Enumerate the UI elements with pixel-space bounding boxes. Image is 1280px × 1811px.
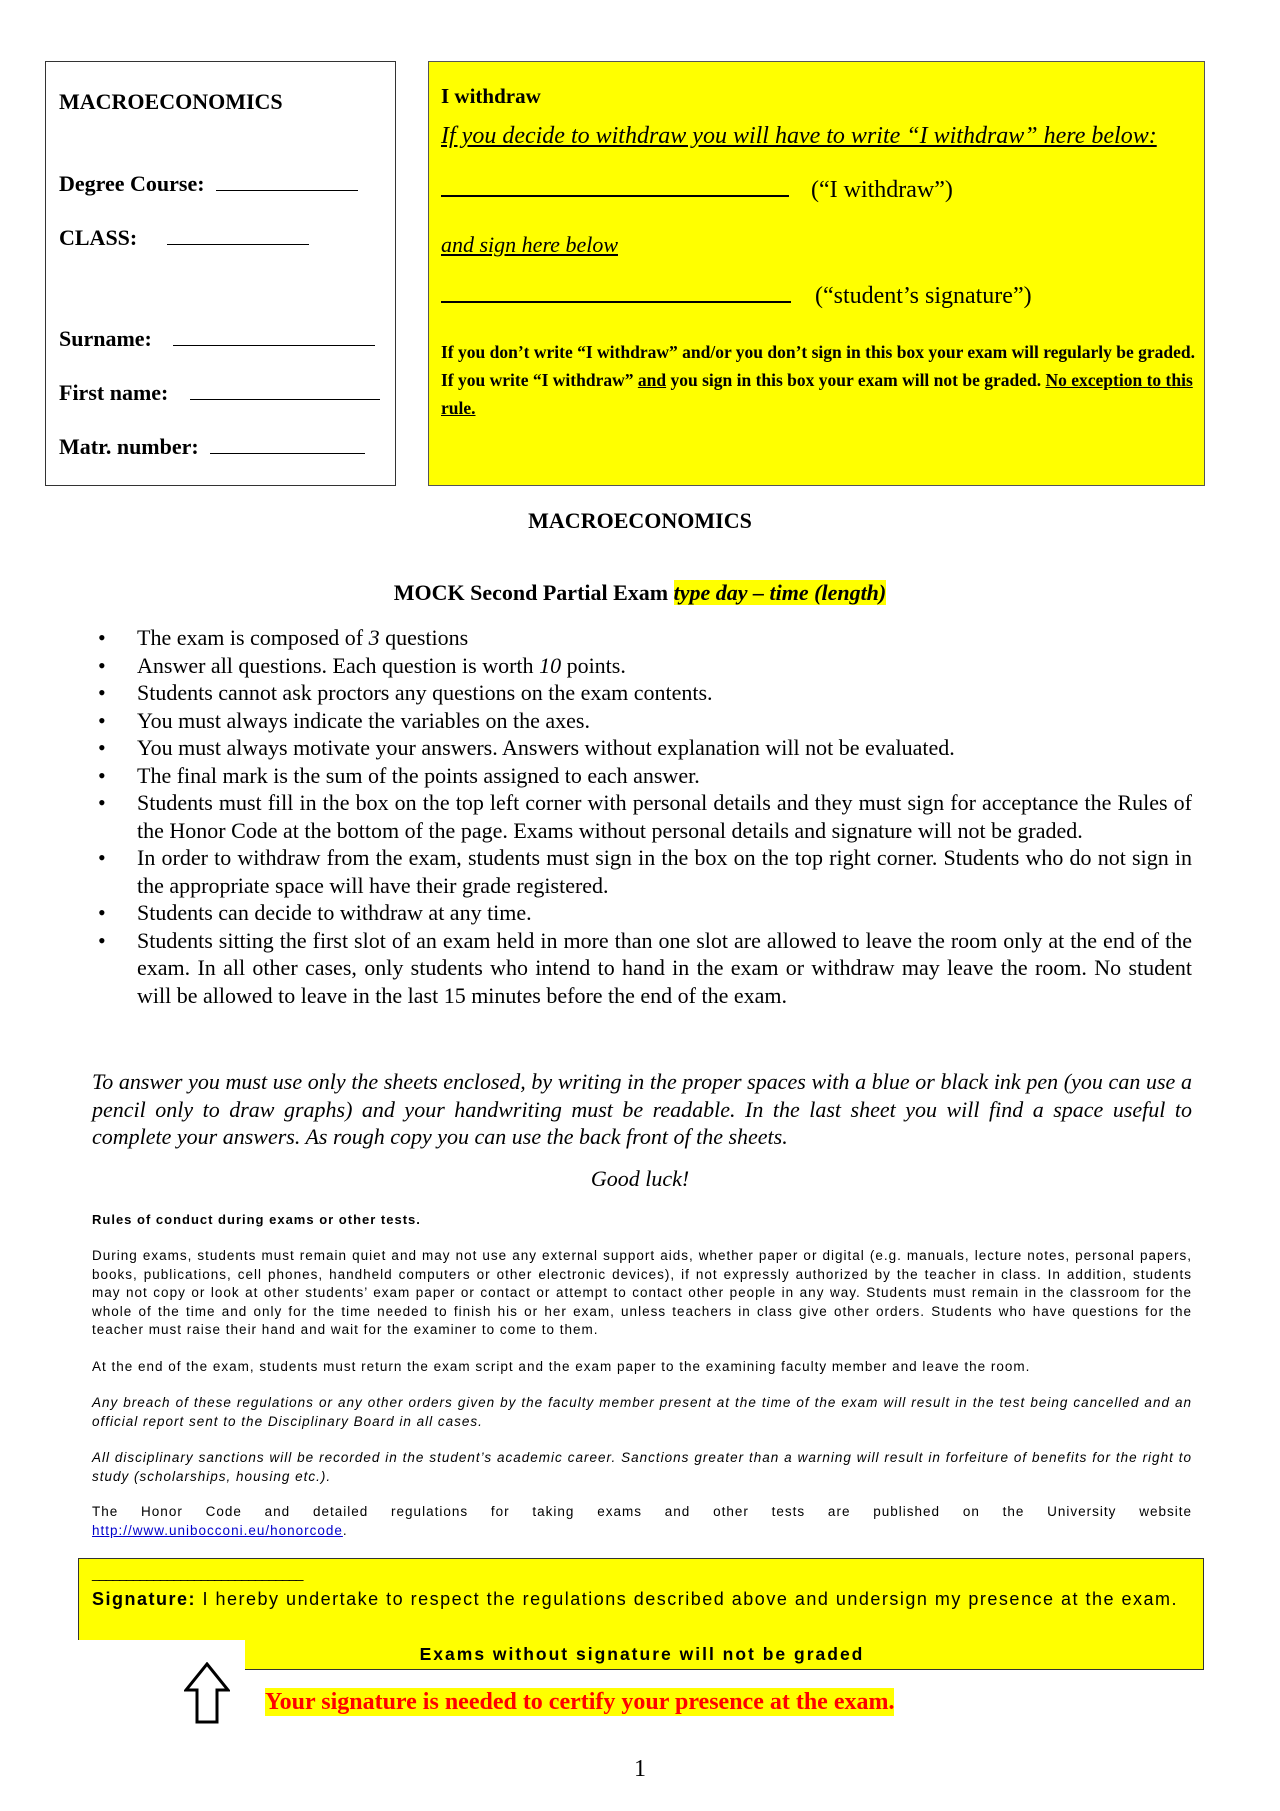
withdraw-box xyxy=(428,61,1205,486)
withdraw-note-not-graded: If you write “I withdraw” and you sign in this box your exam will not be graded. No exception to this rule. xyxy=(441,370,1193,418)
withdraw-note-graded: If you don’t write “I withdraw” and/or you don’t sign in this box your exam will regularly be graded. xyxy=(441,342,1196,362)
personal-details-box xyxy=(45,61,396,486)
sign-prompt: and sign here below xyxy=(441,232,618,257)
signature-line: _______________________________ xyxy=(92,1565,303,1581)
answer-instructions: To answer you must use only the sheets enclosed, by writing in the proper spaces with a blue or black ink pen (you can use a pencil only to draw graphs) and your handwriting must be readable. In the last sheet you will find a space useful to complete your answers. As rough copy you can use the back front of the sheets. xyxy=(92,1069,1192,1149)
course-name: MACROECONOMICS xyxy=(59,89,283,114)
withdraw-notes xyxy=(441,338,1201,422)
conduct-paragraph-4: All disciplinary sanctions will be recorded in the student’s academic career. Sanctions greater than a warning will result in forfeiture of benefits for the right to study (scholarships, housing etc.). xyxy=(92,1450,1192,1484)
list-item: • Students sitting the first slot of an exam held in more than one slot are allowed to leave the room only at the end of the exam. In all other cases, only students who intend to hand in the exam or withdraw may leave the room. No student will be allowed to leave in the last 15 minutes before the end of the exam. xyxy=(92,927,1192,1010)
surname-field[interactable]: Surname: xyxy=(59,326,375,352)
list-item: • Students must fill in the box on the top left corner with personal details and they must sign for acceptance the Rules of the Honor Code at the bottom of the page. Exams without personal details and signature will not be graded. xyxy=(92,789,1192,844)
list-item: • In order to withdraw from the exam, students must sign in the box on the top right corner. Students who do not sign in the appropriate space will have their grade registered. xyxy=(92,844,1192,899)
first-name-field[interactable]: First name: xyxy=(59,380,380,406)
conduct-paragraph-3: Any breach of these regulations or any other orders given by the faculty member present at the time of the exam will result in the test being cancelled and an official report sent to the Disciplinary Board in all cases. xyxy=(92,1395,1192,1429)
up-arrow-icon xyxy=(184,1662,230,1724)
list-item: • You must always indicate the variables on the axes. xyxy=(92,707,1192,735)
matr-number-field[interactable]: Matr. number: xyxy=(59,434,365,460)
good-luck: Good luck! xyxy=(590,1166,690,1191)
degree-course-field[interactable]: Degree Course: xyxy=(59,171,358,197)
exam-date-placeholder: type day – time (length) xyxy=(673,580,887,605)
page-number: 1 xyxy=(634,1756,646,1782)
list-item: • Answer all questions. Each question is worth 10 points. xyxy=(92,652,1192,680)
no-signature-warning: Exams without signature will not be graded xyxy=(419,1644,865,1664)
list-item: • The exam is composed of 3 questions xyxy=(92,624,1192,652)
class-field[interactable]: CLASS: xyxy=(59,225,309,251)
list-item: • The final mark is the sum of the points assigned to each answer. xyxy=(92,762,1192,790)
presence-note: Your signature is needed to certify your presence at the exam. xyxy=(265,1689,895,1715)
withdraw-signature-field[interactable]: (“student’s signature”) xyxy=(441,281,1032,310)
conduct-paragraph-1: During exams, students must remain quiet and may not use any external support aids, whether paper or digital (e.g. manuals, lecture notes, personal papers, books, publications, cell phones, handheld computers or other electronic devices), if not expressly authorized by the teacher in class. In addition, students may not copy or look at other students’ exam paper or contact or attempt to contact other people in any way. Students must remain in the classroom for the whole of the time and only for the time needed to finish his or her exam, unless teachers in class give other orders. Students who have questions for the teacher must raise their hand and wait for the examiner to come to them. xyxy=(92,1248,1192,1337)
list-item: • Students can decide to withdraw at any time. xyxy=(92,899,1192,927)
withdraw-write-field[interactable]: (“I withdraw”) xyxy=(441,175,953,204)
conduct-paragraph-5: The Honor Code and detailed regulations for taking exams and other tests are published on the University website http://www.unibocconi.eu/honorcode. xyxy=(92,1504,1192,1538)
honor-code-signature-box[interactable] xyxy=(78,1558,1204,1670)
conduct-paragraph-2: At the end of the exam, students must return the exam script and the exam paper to the examining faculty member and leave the room. xyxy=(92,1359,1031,1374)
honor-code-link[interactable]: http://www.unibocconi.eu/honorcode xyxy=(92,1522,343,1538)
list-item: • Students cannot ask proctors any questions on the exam contents. xyxy=(92,679,1192,707)
withdraw-title: I withdraw xyxy=(441,84,541,108)
page-title: MACROECONOMICS xyxy=(528,508,752,533)
signature-statement: Signature: I hereby undertake to respect the regulations described above and undersign my presence at the exam. xyxy=(92,1589,1179,1609)
list-item: • You must always motivate your answers. Answers without explanation will not be evaluated. xyxy=(92,734,1192,762)
exam-subtitle: MOCK Second Partial Exam type day – time (length) xyxy=(393,580,887,605)
exam-rules-list xyxy=(92,624,1192,1009)
withdraw-instruction: If you decide to withdraw you will have to write “I withdraw” here below: xyxy=(441,123,1157,149)
conduct-heading: Rules of conduct during exams or other tests. xyxy=(92,1212,421,1227)
